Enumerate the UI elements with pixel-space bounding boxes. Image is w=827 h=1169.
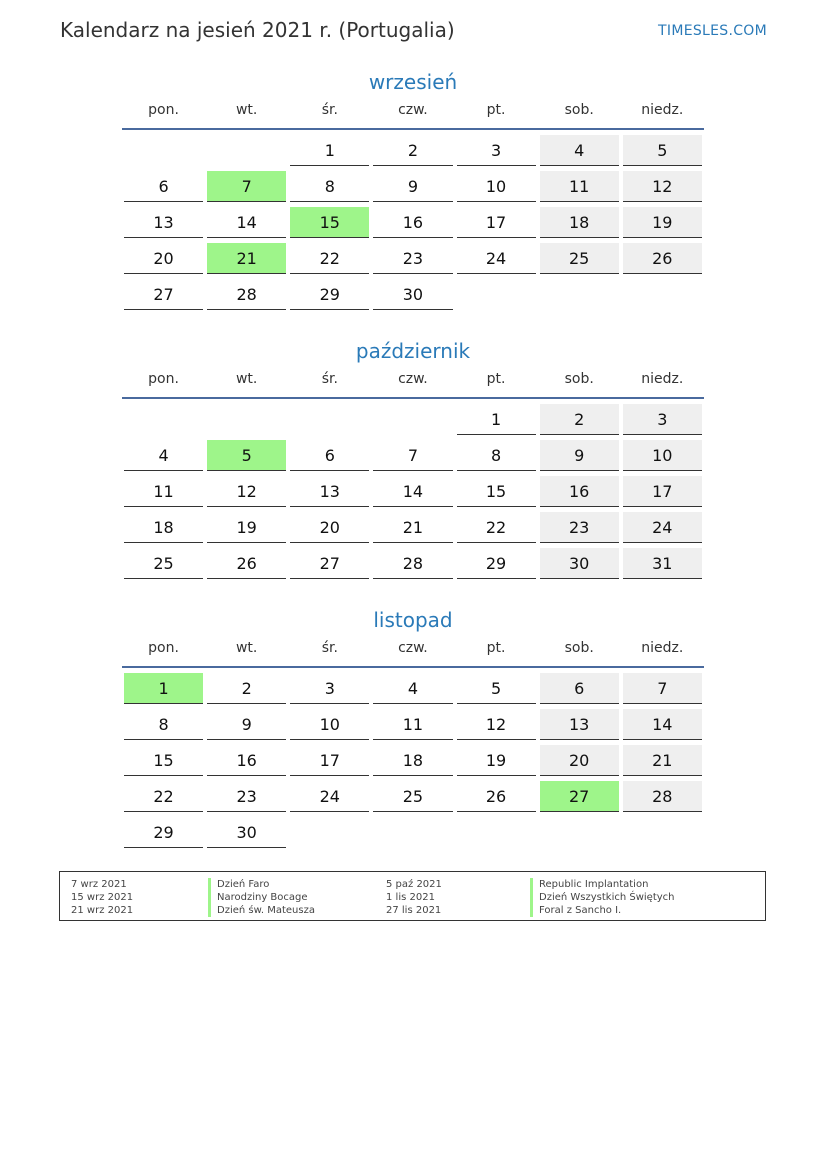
day-cell: 13 (124, 207, 203, 238)
legend-holiday-name: Dzień św. Mateusza (208, 904, 315, 917)
legend-row (60, 891, 765, 904)
empty-day-cell (373, 817, 452, 848)
empty-day-cell (207, 404, 286, 435)
day-slot (288, 135, 371, 171)
week-row (122, 171, 704, 207)
day-slot (455, 817, 538, 853)
day-slot (621, 279, 704, 315)
day-cell: 4 (373, 673, 452, 704)
day-slot (205, 404, 288, 440)
day-cell: 12 (457, 709, 536, 740)
weekday-label: wt. (235, 371, 258, 387)
weekend-day-cell: 9 (540, 440, 619, 471)
weekday-label: wt. (235, 102, 258, 118)
weekend-day-cell: 4 (540, 135, 619, 166)
day-cell: 22 (290, 243, 369, 274)
legend-row (60, 904, 765, 917)
empty-day-cell (457, 279, 536, 310)
day-slot (455, 476, 538, 512)
day-slot (122, 171, 205, 207)
weekend-day-cell: 13 (540, 709, 619, 740)
week-row (122, 279, 704, 315)
day-slot (371, 171, 454, 207)
day-slot (455, 781, 538, 817)
day-slot (538, 279, 621, 315)
day-cell: 20 (124, 243, 203, 274)
weekend-day-cell: 10 (623, 440, 702, 471)
day-cell: 28 (373, 548, 452, 579)
day-cell: 15 (124, 745, 203, 776)
day-cell: 16 (373, 207, 452, 238)
legend-date: 1 lis 2021 (386, 892, 435, 903)
day-slot (288, 512, 371, 548)
weekday-label: czw. (398, 102, 428, 118)
day-slot (288, 709, 371, 745)
day-slot (455, 135, 538, 171)
week-row (122, 476, 704, 512)
legend-date: 15 wrz 2021 (71, 892, 134, 903)
empty-day-cell (623, 279, 702, 310)
day-cell: 30 (373, 279, 452, 310)
day-cell: 23 (207, 781, 286, 812)
legend-holiday-name: Dzień Faro (208, 878, 269, 891)
day-slot (205, 279, 288, 315)
day-slot (455, 279, 538, 315)
weekend-day-cell: 26 (623, 243, 702, 274)
header-divider (122, 397, 704, 399)
legend-date: 7 wrz 2021 (71, 879, 127, 890)
holiday-legend (59, 871, 766, 921)
weekday-label: pt. (486, 371, 506, 387)
day-slot (371, 548, 454, 584)
day-cell: 24 (290, 781, 369, 812)
day-cell: 25 (373, 781, 452, 812)
day-slot (455, 512, 538, 548)
day-slot (122, 817, 205, 853)
day-cell: 4 (124, 440, 203, 471)
legend-row (60, 878, 765, 891)
weekday-label: niedz. (641, 371, 684, 387)
day-cell: 3 (457, 135, 536, 166)
day-cell: 1 (457, 404, 536, 435)
day-slot (371, 709, 454, 745)
day-cell: 13 (290, 476, 369, 507)
day-cell: 27 (290, 548, 369, 579)
day-slot (122, 279, 205, 315)
day-slot (455, 709, 538, 745)
day-slot (371, 817, 454, 853)
day-slot (288, 207, 371, 243)
week-row (122, 709, 704, 745)
day-slot (288, 781, 371, 817)
day-slot (371, 207, 454, 243)
day-slot (455, 548, 538, 584)
day-cell: 15 (457, 476, 536, 507)
day-slot (288, 745, 371, 781)
day-cell: 3 (290, 673, 369, 704)
day-slot (538, 548, 621, 584)
weekday-label: śr. (321, 640, 338, 656)
day-cell: 29 (457, 548, 536, 579)
legend-holiday-name: Republic Implantation (530, 878, 648, 891)
day-cell: 10 (457, 171, 536, 202)
day-slot (371, 243, 454, 279)
day-slot (538, 243, 621, 279)
empty-day-cell (540, 817, 619, 848)
weekend-day-cell: 28 (623, 781, 702, 812)
day-slot (288, 817, 371, 853)
weekend-day-cell: 30 (540, 548, 619, 579)
weekday-header (122, 102, 704, 128)
empty-day-cell (124, 404, 203, 435)
day-slot (122, 673, 205, 709)
day-slot (288, 171, 371, 207)
weekday-label: niedz. (641, 102, 684, 118)
day-slot (288, 476, 371, 512)
weekday-label: śr. (321, 371, 338, 387)
holiday-day-cell: 21 (207, 243, 286, 274)
day-cell: 11 (373, 709, 452, 740)
week-row (122, 512, 704, 548)
week-row (122, 404, 704, 440)
weekend-day-cell: 16 (540, 476, 619, 507)
holiday-day-cell: 1 (124, 673, 203, 704)
weekend-day-cell: 31 (623, 548, 702, 579)
month-calendar (122, 68, 704, 315)
day-slot (371, 135, 454, 171)
weekend-day-cell: 17 (623, 476, 702, 507)
day-slot (455, 745, 538, 781)
empty-day-cell (457, 817, 536, 848)
weekday-label: pt. (486, 640, 506, 656)
empty-day-cell (124, 135, 203, 166)
week-row (122, 817, 704, 853)
day-slot (371, 279, 454, 315)
weekend-day-cell: 24 (623, 512, 702, 543)
day-slot (205, 709, 288, 745)
day-slot (621, 709, 704, 745)
day-slot (538, 440, 621, 476)
day-slot (538, 135, 621, 171)
day-cell: 8 (290, 171, 369, 202)
day-slot (371, 404, 454, 440)
day-cell: 18 (373, 745, 452, 776)
day-slot (371, 440, 454, 476)
weekend-day-cell: 21 (623, 745, 702, 776)
day-cell: 24 (457, 243, 536, 274)
holiday-day-cell: 7 (207, 171, 286, 202)
day-cell: 12 (207, 476, 286, 507)
legend-holiday-name: Narodziny Bocage (208, 891, 308, 904)
day-slot (288, 548, 371, 584)
day-slot (455, 171, 538, 207)
weekend-day-cell: 12 (623, 171, 702, 202)
day-slot (122, 440, 205, 476)
day-slot (122, 781, 205, 817)
header-divider (122, 128, 704, 130)
day-slot (621, 781, 704, 817)
week-row (122, 440, 704, 476)
day-cell: 8 (457, 440, 536, 471)
day-cell: 10 (290, 709, 369, 740)
day-slot (538, 512, 621, 548)
day-slot (371, 476, 454, 512)
day-slot (288, 243, 371, 279)
day-cell: 17 (457, 207, 536, 238)
day-cell: 30 (207, 817, 286, 848)
day-slot (122, 476, 205, 512)
weekend-day-cell: 23 (540, 512, 619, 543)
day-slot (122, 745, 205, 781)
day-slot (538, 709, 621, 745)
page-title: Kalendarz na jesień 2021 r. (Portugalia) (60, 18, 455, 42)
empty-day-cell (207, 135, 286, 166)
month-calendar (122, 606, 704, 853)
weekend-day-cell: 5 (623, 135, 702, 166)
week-row (122, 135, 704, 171)
weekend-day-cell: 7 (623, 673, 702, 704)
empty-day-cell (290, 817, 369, 848)
day-cell: 28 (207, 279, 286, 310)
day-slot (371, 512, 454, 548)
week-row (122, 548, 704, 584)
day-slot (455, 673, 538, 709)
day-slot (538, 404, 621, 440)
day-slot (288, 673, 371, 709)
day-cell: 11 (124, 476, 203, 507)
day-slot (205, 548, 288, 584)
day-slot (122, 243, 205, 279)
week-row (122, 673, 704, 709)
day-slot (122, 207, 205, 243)
day-slot (621, 548, 704, 584)
legend-date: 5 paź 2021 (386, 879, 442, 890)
day-cell: 26 (457, 781, 536, 812)
holiday-day-cell: 5 (207, 440, 286, 471)
day-cell: 22 (457, 512, 536, 543)
day-cell: 9 (373, 171, 452, 202)
month-name: listopad (373, 608, 453, 632)
day-cell: 23 (373, 243, 452, 274)
day-slot (205, 440, 288, 476)
holiday-day-cell: 27 (540, 781, 619, 812)
weekday-label: śr. (321, 102, 338, 118)
day-slot (205, 512, 288, 548)
weekend-day-cell: 25 (540, 243, 619, 274)
weekday-label: pt. (486, 102, 506, 118)
weekday-label: sob. (564, 102, 594, 118)
day-slot (371, 745, 454, 781)
day-slot (455, 440, 538, 476)
day-cell: 18 (124, 512, 203, 543)
weekend-day-cell: 20 (540, 745, 619, 776)
day-cell: 27 (124, 279, 203, 310)
day-slot (538, 207, 621, 243)
legend-date: 27 lis 2021 (386, 905, 442, 916)
site-link[interactable]: TIMESLES.COM (658, 23, 767, 39)
day-slot (621, 171, 704, 207)
day-slot (205, 171, 288, 207)
legend-holiday-name: Dzień Wszystkich Świętych (530, 891, 675, 904)
day-cell: 19 (457, 745, 536, 776)
day-cell: 2 (373, 135, 452, 166)
holiday-day-cell: 15 (290, 207, 369, 238)
week-row (122, 745, 704, 781)
day-slot (538, 476, 621, 512)
weekday-label: sob. (564, 371, 594, 387)
weekday-label: pon. (148, 102, 179, 118)
month-name: wrzesień (368, 70, 458, 94)
empty-day-cell (623, 817, 702, 848)
day-slot (621, 207, 704, 243)
day-slot (621, 135, 704, 171)
weekday-label: niedz. (641, 640, 684, 656)
weekend-day-cell: 19 (623, 207, 702, 238)
day-cell: 20 (290, 512, 369, 543)
day-cell: 7 (373, 440, 452, 471)
day-cell: 16 (207, 745, 286, 776)
day-slot (288, 279, 371, 315)
weekend-day-cell: 14 (623, 709, 702, 740)
day-cell: 1 (290, 135, 369, 166)
month-name: październik (355, 339, 471, 363)
day-cell: 29 (290, 279, 369, 310)
weekend-day-cell: 11 (540, 171, 619, 202)
day-slot (455, 207, 538, 243)
day-slot (371, 781, 454, 817)
day-cell: 9 (207, 709, 286, 740)
weekday-label: czw. (398, 371, 428, 387)
week-row (122, 781, 704, 817)
day-cell: 17 (290, 745, 369, 776)
legend-date: 21 wrz 2021 (71, 905, 134, 916)
day-cell: 22 (124, 781, 203, 812)
day-cell: 25 (124, 548, 203, 579)
week-row (122, 207, 704, 243)
day-slot (455, 243, 538, 279)
day-cell: 14 (373, 476, 452, 507)
day-slot (122, 548, 205, 584)
legend-holiday-name: Foral z Sancho I. (530, 904, 621, 917)
day-slot (621, 404, 704, 440)
day-slot (122, 135, 205, 171)
day-cell: 8 (124, 709, 203, 740)
day-slot (621, 817, 704, 853)
day-cell: 6 (290, 440, 369, 471)
weekend-day-cell: 6 (540, 673, 619, 704)
week-row (122, 243, 704, 279)
empty-day-cell (290, 404, 369, 435)
day-slot (122, 512, 205, 548)
day-slot (538, 673, 621, 709)
day-cell: 2 (207, 673, 286, 704)
empty-day-cell (373, 404, 452, 435)
header-divider (122, 666, 704, 668)
day-slot (538, 817, 621, 853)
day-slot (205, 135, 288, 171)
day-cell: 14 (207, 207, 286, 238)
weekend-day-cell: 2 (540, 404, 619, 435)
day-slot (205, 673, 288, 709)
day-cell: 6 (124, 171, 203, 202)
day-slot (205, 476, 288, 512)
day-slot (288, 440, 371, 476)
day-cell: 29 (124, 817, 203, 848)
day-slot (122, 404, 205, 440)
weekday-label: pon. (148, 371, 179, 387)
day-slot (205, 745, 288, 781)
day-slot (205, 207, 288, 243)
weekday-label: czw. (398, 640, 428, 656)
day-slot (621, 512, 704, 548)
weekday-label: pon. (148, 640, 179, 656)
weekday-label: sob. (564, 640, 594, 656)
day-slot (205, 817, 288, 853)
day-slot (455, 404, 538, 440)
empty-day-cell (540, 279, 619, 310)
day-slot (621, 745, 704, 781)
weekday-header (122, 640, 704, 666)
day-slot (621, 476, 704, 512)
month-calendar (122, 337, 704, 584)
day-cell: 19 (207, 512, 286, 543)
day-slot (205, 781, 288, 817)
day-cell: 26 (207, 548, 286, 579)
day-slot (621, 673, 704, 709)
day-slot (621, 243, 704, 279)
day-slot (621, 440, 704, 476)
day-slot (205, 243, 288, 279)
day-slot (538, 745, 621, 781)
day-cell: 21 (373, 512, 452, 543)
day-slot (538, 781, 621, 817)
day-slot (538, 171, 621, 207)
day-slot (371, 673, 454, 709)
day-slot (288, 404, 371, 440)
day-slot (122, 709, 205, 745)
weekday-label: wt. (235, 640, 258, 656)
weekend-day-cell: 18 (540, 207, 619, 238)
weekday-header (122, 371, 704, 397)
weekend-day-cell: 3 (623, 404, 702, 435)
day-cell: 5 (457, 673, 536, 704)
